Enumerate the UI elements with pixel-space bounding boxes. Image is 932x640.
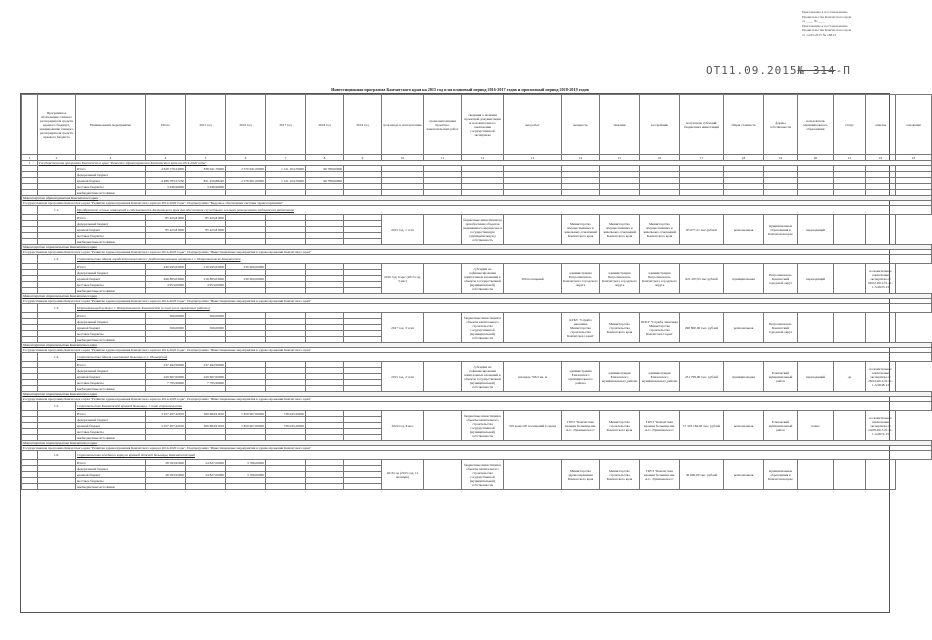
object-attr-work_type: бюджетные инвестиции на приобретение объектов недвижимого имущества в государственную (муниципальную) собственность bbox=[462, 215, 504, 245]
finance-cell-label: федеральный бюджет bbox=[76, 172, 146, 178]
finance-cell-y2015: 7 795,99000 bbox=[186, 380, 226, 386]
finance-cell-label: краевой бюджет bbox=[76, 178, 146, 184]
object-number: 1.5. bbox=[38, 402, 76, 411]
finance-cell-y2015: 838 041,79000 bbox=[186, 166, 226, 172]
object-attr-cost: 621 297,93 тыс.рублей bbox=[680, 264, 724, 294]
object-attr-customer: ГБУЗ "Камчатская краевая больница им. А.С. Лукашевского" bbox=[562, 411, 600, 441]
object-attr-design bbox=[424, 264, 462, 294]
finance-cell-label: федеральный бюджет bbox=[76, 270, 146, 276]
finance-cell-y2015: 851 250,88240 bbox=[186, 178, 226, 184]
object-attr-recipient: ГБУЗ "Камчатская краевая больница им. А.С. Лукашевского" bbox=[640, 460, 680, 490]
finance-cell-label: федеральный бюджет bbox=[76, 466, 146, 472]
finance-cell-y2017: 1 121 104,76000 bbox=[266, 178, 306, 184]
column-number: 11 bbox=[424, 155, 462, 161]
object-blank bbox=[22, 255, 38, 264]
program-title: Государственная программа Камчатского края "Развитие здравоохранения Камчатского края на 2014-2020 годы" bbox=[38, 161, 932, 166]
finance-cell-total: 449 945,63000 bbox=[146, 264, 186, 270]
finance-cell-label: местные бюджеты bbox=[76, 331, 146, 337]
finance-cell-y2015: 3 649,96000 bbox=[186, 184, 226, 190]
column-number: 7 bbox=[266, 155, 306, 161]
header-cell: мощность bbox=[562, 95, 600, 155]
finance-cell-label: краевой бюджет bbox=[76, 276, 146, 282]
column-number: 6 bbox=[226, 155, 266, 161]
stamp-suffix: -П bbox=[835, 64, 851, 77]
column-number: 15 bbox=[600, 155, 640, 161]
column-number: 5 bbox=[186, 155, 226, 161]
section-title: Министерство строительства Камчатского края bbox=[22, 245, 932, 250]
object-attr-capacity bbox=[504, 313, 562, 343]
object-attr-term: 2020 год, 6 мес bbox=[382, 411, 424, 441]
object-attr-capacity: площадь 706,5 кв. м bbox=[504, 362, 562, 392]
finance-cell-y2018: 99 789,00000 bbox=[306, 166, 344, 172]
finance-cell-total: 237 492,99000 bbox=[146, 362, 186, 368]
finance-cell-label: местные бюджеты bbox=[76, 429, 146, 435]
header-cell: статус bbox=[834, 95, 866, 155]
object-attr-developer: Министерство строительства Камчатского края bbox=[600, 313, 640, 343]
object-title: Строительство здания участковой больницы в п. Пионерский bbox=[76, 353, 932, 362]
object-attr-term: 2017 год, 3 этап bbox=[382, 313, 424, 343]
finance-cell-total: 28 593,95000 bbox=[146, 472, 186, 478]
object-attr-term: 2015 год, 1 этап bbox=[382, 215, 424, 245]
object-number: 1.3. bbox=[38, 304, 76, 313]
finance-cell-y2016 bbox=[226, 484, 266, 490]
object-attr-status bbox=[798, 313, 834, 343]
finance-cell-label: краевой бюджет bbox=[76, 325, 146, 331]
document-title: Инвестиционная программа Камчатского края на 2015 год и на плановый период 2016-2017 годов и прогнозный период 2018-2019 годов bbox=[331, 87, 589, 92]
object-attr-term: 2016 год, 6 мес (2015 год, 3 мес) bbox=[382, 264, 424, 294]
finance-cell-label: Итого bbox=[76, 411, 146, 417]
investment-table bbox=[21, 94, 932, 490]
object-attr-user: Елизовский муниципальный район bbox=[764, 362, 798, 392]
finance-cell-label: внебюджетные источники bbox=[76, 435, 146, 441]
object-attr-recipient: Министерство имущественных и земельных отношений Камчатского края bbox=[640, 215, 680, 245]
object-attr-customer: Министерство здравоохранения Камчатского края bbox=[562, 460, 600, 490]
object-title: Строительство лечебного корпуса краевой детской больницы, Камчатский край bbox=[76, 451, 932, 460]
object-attr-status: переходящий bbox=[798, 362, 834, 392]
header-cell: сведения о наличии проектной документации и положительного заключения государственной экспертизы bbox=[462, 95, 504, 155]
finance-cell-y2017: 1 121 104,76000 bbox=[266, 166, 306, 172]
object-attr-ownership: региональная bbox=[724, 460, 764, 490]
object-title: Строительство Камчатской краевой больницы, 1 этап строительства bbox=[76, 402, 932, 411]
object-attr-user: Елизовский муниципальный район bbox=[764, 411, 798, 441]
header-cell: получатель субсидий, бюджетных инвестиций bbox=[680, 95, 724, 155]
section-title: Министерство здравоохранения Камчатского края bbox=[22, 196, 932, 201]
column-number: 14 bbox=[562, 155, 600, 161]
column-number: 3 bbox=[76, 155, 146, 161]
object-attr-developer: Министерство строительства Камчатского края bbox=[600, 460, 640, 490]
object-number: 1.4. bbox=[38, 353, 76, 362]
stamp-crossed-number: № 314 bbox=[797, 64, 836, 77]
object-attr-ownership: региональная bbox=[724, 215, 764, 245]
investment-table-frame bbox=[20, 93, 921, 613]
object-attr-mark bbox=[834, 215, 866, 245]
object-attr-recipient: администрация Петропавловск-Камчатского городского округа bbox=[640, 264, 680, 294]
object-attr-cost: 36 600,00 тыс. рублей bbox=[680, 460, 724, 490]
finance-cell-y2016: 230 000,00000 bbox=[226, 276, 266, 282]
section-title: Министерство строительства Камчатского края bbox=[22, 392, 932, 397]
object-number: 1.2. bbox=[38, 255, 76, 264]
finance-cell-label: внебюджетные источники bbox=[76, 337, 146, 343]
row-blank-cell bbox=[38, 484, 76, 490]
finance-cell-y2016: 3 766,00000 bbox=[226, 460, 266, 466]
finance-cell-y2015: 216 893,03000 bbox=[186, 276, 226, 282]
finance-cell-total: 28 593,95000 bbox=[146, 460, 186, 466]
column-number: 10 bbox=[382, 155, 424, 161]
registration-stamp bbox=[706, 64, 851, 77]
finance-cell-label: краевой бюджет bbox=[76, 374, 146, 380]
finance-cell-label: местные бюджеты bbox=[76, 282, 146, 288]
object-attr-user: Петропавловск-Камчатский городской округ bbox=[764, 264, 798, 294]
finance-cell-label: внебюджетные источники bbox=[76, 288, 146, 294]
object-attr-customer: администрация Петропавловск-Камчатского городского округа bbox=[562, 264, 600, 294]
header-cell: отметка bbox=[866, 95, 896, 155]
object-title: Перинатальный центр в г. Петропавловске-Камчатском (в том числе проектные работы) bbox=[76, 304, 932, 313]
table-body bbox=[22, 161, 932, 490]
object-attr-recipient: КГКУ "Служба заказчика Министерства строительства Камчатского края" bbox=[640, 313, 680, 343]
header-cell: заказчик bbox=[600, 95, 640, 155]
object-number: 1.6. bbox=[38, 451, 76, 460]
finance-cell-label: Итого bbox=[76, 166, 146, 172]
object-row bbox=[22, 304, 932, 313]
finance-cell-y2015: 219 945,63000 bbox=[186, 264, 226, 270]
finance-cell-label: федеральный бюджет bbox=[76, 417, 146, 423]
object-attr-design bbox=[424, 411, 462, 441]
object-row bbox=[22, 402, 932, 411]
gp-title: Государственная программа Камчатского края "Развитие здравоохранения Камчатского края на 2014-2020 годы", Подпрограмма "Кадровое обеспечение системы здравоохранения" bbox=[22, 201, 932, 206]
header-cell: застройщик bbox=[640, 95, 680, 155]
section-title: Министерство строительства Камчатского края bbox=[22, 294, 932, 299]
column-number: 2 bbox=[38, 155, 76, 161]
finance-cell-label: Итого bbox=[76, 215, 146, 221]
approval-line: от 14.05.2015 № 168-П bbox=[802, 32, 836, 37]
finance-cell-y2015: 237 492,99000 bbox=[186, 362, 226, 368]
object-attr-capacity: 310 коек/120 посещений в смену bbox=[504, 411, 562, 441]
object-title: Строительство здания городской поликлиники с реабилитационным центром в г. Петропавловске-Камчатском bbox=[76, 255, 932, 264]
header-cell: 2017 год bbox=[266, 95, 306, 155]
finance-cell-total: 85 425,81000 bbox=[146, 215, 186, 221]
finance-cell-label: Итого bbox=[76, 264, 146, 270]
object-attr-mark bbox=[834, 460, 866, 490]
column-number: 23 bbox=[896, 155, 932, 161]
object-title: Приобретение жилых помещений в собственность Камчатского края для обеспечения служебными жилыми помещениями медицинских работников bbox=[76, 206, 932, 215]
finance-cell-y2015: 500,00000 bbox=[186, 325, 226, 331]
finance-cell-total: 3 257 267,42910 bbox=[146, 411, 186, 417]
finance-cell-total: 500,00000 bbox=[146, 325, 186, 331]
finance-cell-y2015: 229 697,00000 bbox=[186, 374, 226, 380]
object-row bbox=[22, 451, 932, 460]
object-attr-capacity bbox=[504, 460, 562, 490]
gp-title: Государственная программа Камчатского края "Развитие здравоохранения Камчатского края на 2014-2020 годы", Подпрограмма "Инвестиционные мероприятия в здравоохранении Камчатского края" bbox=[22, 446, 932, 451]
finance-cell-label: местные бюджеты bbox=[76, 233, 146, 239]
finance-cell-label: местные бюджеты bbox=[76, 380, 146, 386]
object-blank bbox=[22, 353, 38, 362]
finance-cell-label: краевой бюджет bbox=[76, 423, 146, 429]
finance-cell-total: 3 257 267,42910 bbox=[146, 423, 186, 429]
object-row bbox=[22, 206, 932, 215]
object-attr-cost: 85 077,21 тыс.рублей bbox=[680, 215, 724, 245]
object-attr-developer: администрация Елизовского муниципального района bbox=[600, 362, 640, 392]
object-blank bbox=[22, 402, 38, 411]
column-number: 19 bbox=[764, 155, 798, 161]
object-attr-basis bbox=[866, 215, 896, 245]
column-number: 1 bbox=[22, 155, 38, 161]
approval-block bbox=[802, 10, 894, 37]
finance-cell-label: местные бюджеты bbox=[76, 184, 146, 190]
finance-cell-y2017 bbox=[266, 484, 306, 490]
finance-cell-label: краевой бюджет bbox=[76, 472, 146, 478]
finance-cell-label: краевой бюджет bbox=[76, 227, 146, 233]
header-cell: основание bbox=[896, 95, 932, 155]
header-cell: сроки выполнения проектно-изыскательских работ bbox=[424, 95, 462, 155]
object-attr-status: переходящий bbox=[798, 264, 834, 294]
finance-cell-total: 85 425,81000 bbox=[146, 227, 186, 233]
object-attr-design bbox=[424, 460, 462, 490]
object-attr-mark bbox=[834, 411, 866, 441]
object-attr-design bbox=[424, 215, 462, 245]
section-title: Министерство строительства Камчатского края bbox=[22, 343, 932, 348]
finance-cell-y2018 bbox=[306, 484, 344, 490]
approval-line: Приложение к постановлению bbox=[802, 10, 848, 14]
object-attr-work_type: субсидии на софинансирование капитальных вложений в объекты государственной (муниципальной) собственности bbox=[462, 264, 504, 294]
object-attr-work_type: субсидии на софинансирование капитальных вложений в объекты государственной (муниципальной) собственности bbox=[462, 362, 504, 392]
object-attr-capacity: 500 посещений bbox=[504, 264, 562, 294]
header-cell: 2015 год bbox=[186, 95, 226, 155]
header-cell: Наименование мероприятия bbox=[76, 95, 146, 155]
finance-cell-label: внебюджетные источники bbox=[76, 386, 146, 392]
object-attr-work_type: бюджетные инвестиции в объекты капитального строительства государственной (муниципальной) собственности bbox=[462, 313, 504, 343]
finance-cell-label: внебюджетные источники bbox=[76, 239, 146, 245]
header-cell: 2019 год bbox=[344, 95, 382, 155]
header-cell: Итого bbox=[146, 95, 186, 155]
gp-title: Государственная программа Камчатского края "Развитие здравоохранения Камчатского края на 2014-2020 годы", Подпрограмма "Инвестиционные мероприятия в здравоохранении Камчатского края" bbox=[22, 299, 932, 304]
object-attr-mark bbox=[834, 264, 866, 294]
object-attr-cost: 231 799,00 тыс. рублей bbox=[680, 362, 724, 392]
finance-cell-total: 4 953,00000 bbox=[146, 282, 186, 288]
finance-cell-label: федеральный бюджет bbox=[76, 368, 146, 374]
object-attr-customer: администрация Елизовского муниципального района bbox=[562, 362, 600, 392]
object-attr-user: муниципальные образования в Камчатском крае bbox=[764, 460, 798, 490]
finance-cell-total: 229 697,00000 bbox=[146, 374, 186, 380]
object-attr-ownership: региональная bbox=[724, 411, 764, 441]
object-attr-basis: положительное заключение экспертизы от 24.08.2015 № 41-1-4-0072-15 bbox=[866, 411, 896, 441]
header-cell: Программное обозначение главного распорядителя средств краевого бюджета, наименование главного распорядителя средств краевого бюджета bbox=[38, 95, 76, 155]
header-cell-number bbox=[22, 95, 38, 155]
column-number: 4 bbox=[146, 155, 186, 161]
finance-cell-y2015: 85 425,81000 bbox=[186, 215, 226, 221]
column-number: 20 bbox=[798, 155, 834, 161]
object-attr-developer: Министерство строительства Камчатского края bbox=[600, 411, 640, 441]
finance-cell-y2015: 85 425,81000 bbox=[186, 227, 226, 233]
object-attr-status: переходящий bbox=[798, 215, 834, 245]
column-number: 9 bbox=[344, 155, 382, 161]
finance-cell-label: федеральный бюджет bbox=[76, 319, 146, 325]
finance-cell-y2015: 369 684,91910 bbox=[186, 411, 226, 417]
header-cell: формы собственности bbox=[764, 95, 798, 155]
object-attr-basis: положительное заключение экспертизы от 28.04.2014 № 41-1-5-0048-13 bbox=[866, 362, 896, 392]
finance-cell-y2016: 2 570 941,00000 bbox=[226, 166, 266, 172]
object-attr-customer: Министерство имущественных и земельных отношений Камчатского края bbox=[562, 215, 600, 245]
finance-cell-total: 4 629 776,54000 bbox=[146, 166, 186, 172]
object-attr-user: Петропавловск-Камчатский городской округ bbox=[764, 313, 798, 343]
column-number: 18 bbox=[724, 155, 764, 161]
object-blank bbox=[22, 206, 38, 215]
finance-cell-y2019 bbox=[344, 484, 382, 490]
finance-cell-total: 7 795,99000 bbox=[146, 380, 186, 386]
header-cell: вид работ bbox=[504, 95, 562, 155]
gp-title: Государственная программа Камчатского края "Развитие здравоохранения Камчатского края на 2014-2020 годы", Подпрограмма "Инвестиционные мероприятия в здравоохранении Камчатского края" bbox=[22, 397, 932, 402]
object-attr-customer: КГКУ "Служба заказчика Министерства строительства Камчатского края" bbox=[562, 313, 600, 343]
finance-cell-label: внебюджетные источники bbox=[76, 190, 146, 196]
object-attr-recipient: ГБУЗ "Камчатская краевая больница им. А.С. Лукашевского" bbox=[640, 411, 680, 441]
object-attr-term: 2015 год, 2 этап bbox=[382, 362, 424, 392]
table-header-row bbox=[22, 95, 932, 155]
object-attr-ownership: муниципальная bbox=[724, 264, 764, 294]
section-title: Министерство строительства Камчатского края bbox=[22, 441, 932, 446]
finance-cell-total: 4 489 783,57230 bbox=[146, 178, 186, 184]
finance-cell-total: 446 893,03000 bbox=[146, 276, 186, 282]
approval-line: Приложение к постановлению bbox=[802, 23, 848, 28]
finance-cell-y2017: 728 045,29000 bbox=[266, 411, 306, 417]
object-attr-user: муниципальные образования в Камчатском крае bbox=[764, 215, 798, 245]
object-row bbox=[22, 255, 932, 264]
object-attr-basis bbox=[866, 460, 896, 490]
header-cell: 2016 год bbox=[226, 95, 266, 155]
object-attr-cost: 17 319 184,00 тыс. рублей bbox=[680, 411, 724, 441]
approval-line: от ____ № ____ bbox=[802, 19, 826, 23]
finance-cell-label: федеральный бюджет bbox=[76, 221, 146, 227]
object-attr-cost: 290 800,00 тыс. рублей bbox=[680, 313, 724, 343]
finance-cell-label: Итого bbox=[76, 362, 146, 368]
row-number-cell bbox=[22, 484, 38, 490]
column-number: 17 bbox=[680, 155, 724, 161]
header-cell: общая стоимость bbox=[724, 95, 764, 155]
column-number: 13 bbox=[504, 155, 562, 161]
finance-cell-y2016: 1 859 967,00000 bbox=[226, 423, 266, 429]
gp-title: Государственная программа Камчатского края "Развитие здравоохранения Камчатского края на 2014-2020 годы", Подпрограмма "Инвестиционные мероприятия в здравоохранении Камчатского края" bbox=[22, 348, 932, 353]
object-attr-work_type: бюджетные инвестиции в объекты капитального строительства государственной (муниципальной) собственности bbox=[462, 460, 504, 490]
column-number: 21 bbox=[834, 155, 866, 161]
object-blank bbox=[22, 304, 38, 313]
column-number: 8 bbox=[306, 155, 344, 161]
finance-cell-y2015: 24 827,00000 bbox=[186, 472, 226, 478]
object-attr-ownership: муниципальная bbox=[724, 362, 764, 392]
finance-cell-label: местные бюджеты bbox=[76, 478, 146, 484]
object-attr-capacity bbox=[504, 215, 562, 245]
finance-cell-label: Итого bbox=[76, 313, 146, 319]
column-number: 16 bbox=[640, 155, 680, 161]
object-blank bbox=[22, 451, 38, 460]
finance-cell-y2015: 369 684,91910 bbox=[186, 423, 226, 429]
object-row bbox=[22, 353, 932, 362]
finance-cell-y2016: 230 000,00000 bbox=[226, 264, 266, 270]
finance-cell-y2016: 3 766,00000 bbox=[226, 472, 266, 478]
object-attr-design bbox=[424, 313, 462, 343]
object-attr-recipient: администрация Елизовского муниципального района bbox=[640, 362, 680, 392]
object-attr-developer: Министерство имущественных и земельных отношений Камчатского края bbox=[600, 215, 640, 245]
stamp-date: ОТ11.09.2015 bbox=[706, 64, 798, 77]
finance-cell-total: 3 649,96000 bbox=[146, 184, 186, 190]
object-attr-ownership: региональная bbox=[724, 313, 764, 343]
finance-cell-y2015 bbox=[186, 484, 226, 490]
header-cell: срок ввода в эксплуатацию bbox=[382, 95, 424, 155]
header-cell: пользователь муниципального образования bbox=[798, 95, 834, 155]
finance-cell-label: Итого bbox=[76, 460, 146, 466]
object-attr-design bbox=[424, 362, 462, 392]
finance-cell-total: 500,00000 bbox=[146, 313, 186, 319]
object-attr-mark: да bbox=[834, 362, 866, 392]
finance-cell-y2018: 99 789,00000 bbox=[306, 178, 344, 184]
finance-cell-y2015: 4 953,00000 bbox=[186, 282, 226, 288]
gp-title: Государственная программа Камчатского края "Развитие здравоохранения Камчатского края на 2014-2020 годы", Подпрограмма "Инвестиционные мероприятия в здравоохранении Камчатского края" bbox=[22, 250, 932, 255]
object-attr-basis: положительное заключение экспертизы от 06.02.2014 № 41-1-5-0023-13 bbox=[866, 264, 896, 294]
header-cell: 2018 год bbox=[306, 95, 344, 155]
finance-cell-y2016: 2 276 901,00000 bbox=[226, 178, 266, 184]
finance-cell-y2015: 24 827,00000 bbox=[186, 460, 226, 466]
column-number: 22 bbox=[866, 155, 896, 161]
object-attr-work_type: бюджетные инвестиции в объекты капитального строительства государственной (муниципальной) собственности bbox=[462, 411, 504, 441]
object-attr-status bbox=[798, 460, 834, 490]
object-attr-developer: администрация Петропавловск-Камчатского городского округа bbox=[600, 264, 640, 294]
finance-cell-y2016: 1 859 967,00000 bbox=[226, 411, 266, 417]
finance-cell-y2017: 728 045,29000 bbox=[266, 423, 306, 429]
finance-cell-label: внебюджетные источники bbox=[76, 484, 146, 490]
finance-cell-y2015: 500,00000 bbox=[186, 313, 226, 319]
object-attr-status: новое bbox=[798, 411, 834, 441]
program-number: 1 bbox=[22, 161, 38, 166]
object-attr-term: 2016 год (2015 год, 11 месяцев) bbox=[382, 460, 424, 490]
object-number: 1.1. bbox=[38, 206, 76, 215]
approval-line: Правительства Камчатского края bbox=[802, 14, 852, 19]
object-attr-basis bbox=[866, 313, 896, 343]
object-attr-mark bbox=[834, 313, 866, 343]
column-number: 12 bbox=[462, 155, 504, 161]
approval-line: Правительства Камчатского края bbox=[802, 28, 852, 32]
finance-cell-total bbox=[146, 484, 186, 490]
